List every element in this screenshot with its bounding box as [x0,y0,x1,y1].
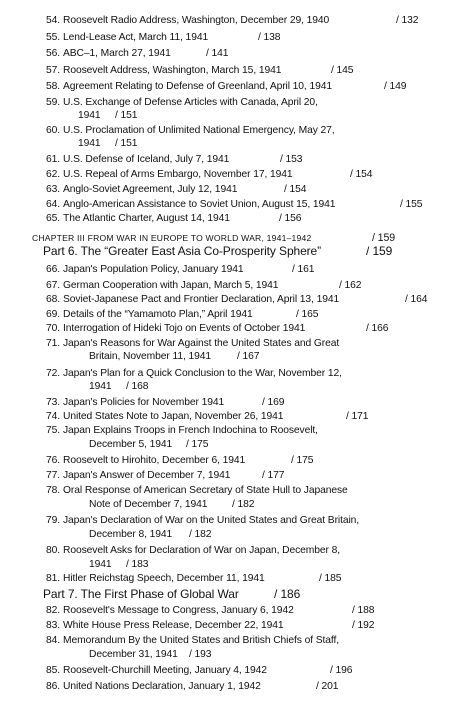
entry-number: 69. [45,309,60,320]
entry-page: / 201 [316,681,339,692]
entry-page: / 193 [189,649,212,660]
entry-page: / 161 [292,264,315,275]
entry-number: 74. [45,411,60,422]
entry-number: 85. [45,665,60,676]
entry-title: Soviet-Japanese Pact and Frontier Declaration, April 13, 1941 [63,294,340,305]
entry-page: / 175 [291,455,314,466]
entry-number: 83. [45,620,60,631]
entry-page: / 149 [384,81,407,92]
entry-page: / 183 [126,559,149,570]
entry-number: 72. [45,368,60,379]
entry-page: / 182 [189,529,212,540]
entry-title: Japan Explains Troops in French Indochina to Roosevelt, [63,425,318,436]
entry-number: 78. [45,485,60,496]
entry-title: Roosevelt to Hirohito, December 6, 1941 [63,455,246,466]
entry-title: Memorandum By the United States and British Chiefs of Staff, [63,635,339,646]
entry-title-continued: December 8, 1941 [89,529,173,540]
entry-page: / 182 [232,499,255,510]
chapter-prefix: CHAPTER III [32,233,85,243]
entry-number: 59. [45,97,60,108]
entry-page: / 185 [319,573,342,584]
part-page: / 186 [274,587,301,601]
entry-number: 64. [45,199,60,210]
entry-title: Roosevelt-Churchill Meeting, January 4, 1942 [63,665,267,676]
entry-number: 77. [45,470,60,481]
entry-page: / 177 [262,470,285,481]
entry-number: 67. [45,280,60,291]
entry-title-continued: December 5, 1941 [89,439,173,450]
entry-number: 62. [45,169,60,180]
entry-title-continued: December 31, 1941 [89,649,178,660]
entry-title: White House Press Release, December 22, 1941 [63,620,284,631]
entry-title: Agreement Relating to Defense of Greenland, April 10, 1941 [63,81,332,92]
entry-page: / 162 [339,280,362,291]
entry-title: Roosevelt Asks for Declaration of War on Japan, December 8, [63,545,341,556]
entry-page: / 168 [126,381,149,392]
entry-title-continued: 1941 [89,381,112,392]
part-heading: Part 7. The First Phase of Global War [43,587,239,601]
entry-number: 58. [45,81,60,92]
entry-page: / 196 [330,665,353,676]
entry-number: 76. [45,455,60,466]
entry-title: U.S. Repeal of Arms Embargo, November 17, 1941 [63,169,293,180]
entry-number: 60. [45,125,60,136]
entry-number: 54. [45,15,60,26]
entry-number: 71. [45,338,60,349]
entry-number: 81. [45,573,60,584]
entry-page: / 153 [280,154,303,165]
entry-number: 73. [45,397,60,408]
entry-title: Japan's Answer of December 7, 1941 [63,470,231,481]
entry-title: Roosevelt Radio Address, Washington, December 29, 1940 [63,15,330,26]
entry-number: 61. [45,154,60,165]
entry-title: The Atlantic Charter, August 14, 1941 [63,213,230,224]
entry-title: German Cooperation with Japan, March 5, 1941 [63,280,279,291]
entry-number: 65. [45,213,60,224]
entry-page: / 165 [296,309,319,320]
chapter-page: / 159 [372,232,396,244]
entry-title: Roosevelt's Message to Congress, January 6, 1942 [63,605,294,616]
entry-title-continued: Britain, November 11, 1941 [89,351,211,362]
entry-number: 66. [45,264,60,275]
entry-page: / 151 [115,138,138,149]
entry-number: 68. [45,294,60,305]
entry-page: / 145 [331,65,354,76]
entry-title: U.S. Proclamation of Unlimited National Emergency, May 27, [63,125,335,136]
entry-page: / 151 [115,110,138,121]
entry-title-continued: 1941 [78,110,101,121]
entry-number: 79. [45,515,60,526]
entry-title: Interrogation of Hideki Tojo on Events of October 1941 [63,323,306,334]
entry-number: 80. [45,545,60,556]
entry-number: 57. [45,65,60,76]
entry-page: / 175 [186,439,209,450]
entry-title: Roosevelt Address, Washington, March 15, 1941 [63,65,282,76]
chapter-title: FROM WAR IN EUROPE TO WORLD WAR, 1941–1942 [87,233,312,243]
entry-title-continued: 1941 [89,559,112,570]
entry-number: 63. [45,184,60,195]
entry-title: Oral Response of American Secretary of State Hull to Japanese [63,485,348,496]
entry-title: Japan's Population Policy, January 1941 [63,264,244,275]
entry-title: Japan's Plan for a Quick Conclusion to the War, November 12, [63,368,342,379]
entry-title: United States Note to Japan, November 26, 1941 [63,411,284,422]
entry-number: 86. [45,681,60,692]
entry-page: / 171 [346,411,369,422]
entry-title: ABC–1, March 27, 1941 [63,48,171,59]
entry-page: / 192 [352,620,375,631]
entry-number: 75. [45,425,60,436]
entry-title: Japan's Declaration of War on the United States and Great Britain, [63,515,360,526]
entry-title: U.S. Exchange of Defense Articles with Canada, April 20, [63,97,318,108]
entry-number: 56. [45,48,60,59]
entry-title-continued: Note of December 7, 1941 [89,499,208,510]
entry-page: / 156 [279,213,302,224]
entry-title: Japan's Policies for November 1941 [63,397,225,408]
entry-page: / 138 [258,32,281,43]
entry-page: / 141 [206,48,229,59]
entry-page: / 132 [396,15,419,26]
entry-number: 55. [45,32,60,43]
entry-page: / 154 [350,169,373,180]
entry-title: U.S. Defense of Iceland, July 7, 1941 [63,154,230,165]
part-heading: Part 6. The “Greater East Asia Co-Prosperity Sphere” [43,244,322,258]
entry-page: / 169 [262,397,285,408]
entry-page: / 154 [284,184,307,195]
entry-title: Details of the “Yamamoto Plan,” April 1941 [63,309,253,320]
entry-page: / 166 [366,323,389,334]
entry-page: / 164 [405,294,428,305]
entry-title: Japan's Reasons for War Against the United States and Great [63,338,340,349]
part-page: / 159 [366,244,393,258]
entry-number: 84. [45,635,60,646]
entry-page: / 188 [352,605,375,616]
entry-title: Lend-Lease Act, March 11, 1941 [63,32,209,43]
entry-page: / 167 [237,351,260,362]
entry-title-continued: 1941 [78,138,101,149]
entry-number: 82. [45,605,60,616]
entry-page: / 155 [400,199,423,210]
entry-number: 70. [45,323,60,334]
entry-title: Anglo-American Assistance to Soviet Union, August 15, 1941 [63,199,336,210]
entry-title: Hitler Reichstag Speech, December 11, 1941 [63,573,265,584]
entry-title: United Nations Declaration, January 1, 1942 [63,681,261,692]
entry-title: Anglo-Soviet Agreement, July 12, 1941 [63,184,238,195]
